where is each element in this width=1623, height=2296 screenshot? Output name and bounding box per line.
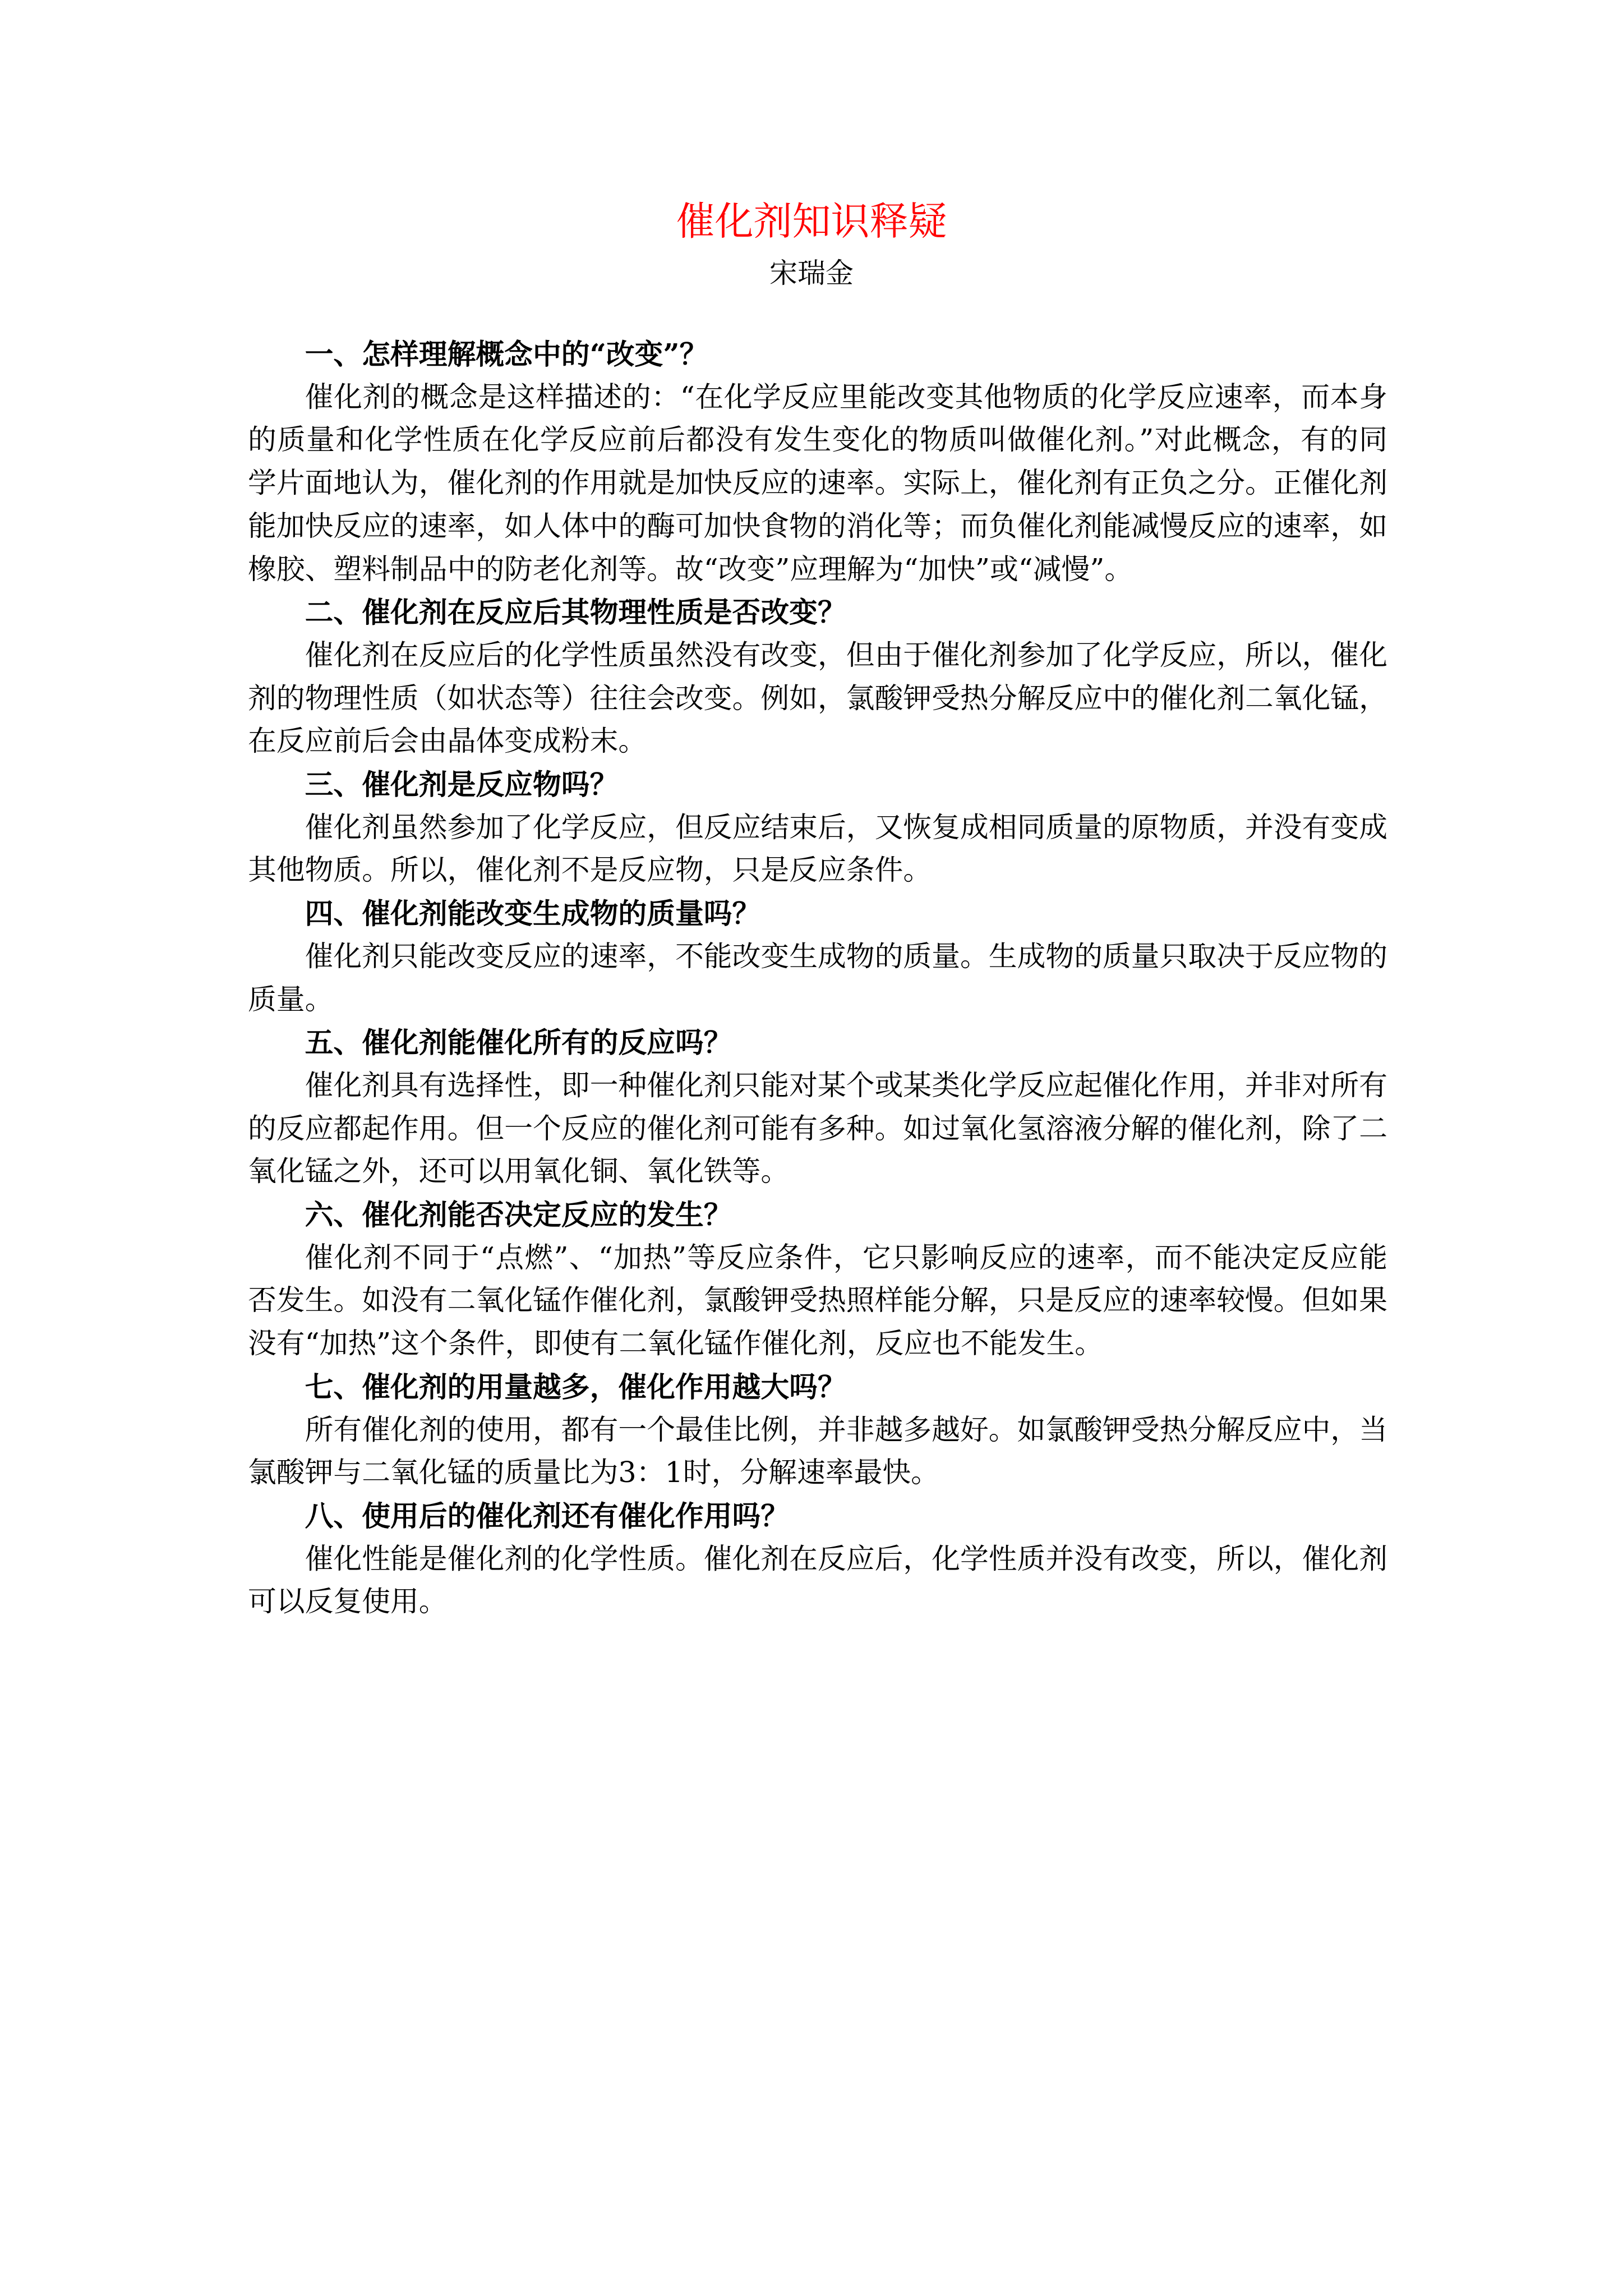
document-author: 宋瑞金 bbox=[769, 257, 854, 289]
section-7 bbox=[248, 1365, 1387, 1494]
section-paragraph: 催化剂的概念是这样描述的：“在化学反应里能改变其他物质的化学反应速率，而本身的质量和化学性质在化学反应前后都没有发生变化的物质叫做催化剂。”对此概念，有的同学片面地认为，催化剂的作用就是加快反应的速率。实际上，催化剂有正负之分。正催化剂能加快反应的速率，如人体中的酶可加快食物的消化等；而负催化剂能减慢反应的速率，如橡胶、塑料制品中的防老化剂等。故“改变”应理解为“加快”或“减慢”。 bbox=[248, 380, 1387, 586]
section-heading: 八、使用后的催化剂还有催化作用吗？ bbox=[305, 1498, 790, 1533]
document-title: 催化剂知识释疑 bbox=[676, 199, 947, 244]
section-paragraph: 催化性能是催化剂的化学性质。催化剂在反应后，化学性质并没有改变，所以，催化剂可以反复使用。 bbox=[248, 1542, 1387, 1618]
article-body bbox=[248, 333, 1387, 1623]
section-heading: 四、催化剂能改变生成物的质量吗？ bbox=[305, 896, 761, 931]
section-5 bbox=[248, 1021, 1387, 1193]
section-heading: 七、催化剂的用量越多，催化作用越大吗？ bbox=[305, 1369, 846, 1404]
section-paragraph: 催化剂虽然参加了化学反应，但反应结束后，又恢复成相同质量的原物质，并没有变成其他物质。所以，催化剂不是反应物，只是反应条件。 bbox=[248, 810, 1387, 887]
section-4 bbox=[248, 892, 1387, 1021]
section-paragraph: 所有催化剂的使用，都有一个最佳比例，并非越多越好。如氯酸钾受热分解反应中，当氯酸钾与二氧化锰的质量比为3：1时，分解速率最快。 bbox=[248, 1412, 1387, 1489]
section-paragraph: 催化剂具有选择性，即一种催化剂只能对某个或某类化学反应起催化作用，并非对所有的反应都起作用。但一个反应的催化剂可能有多种。如过氧化氢溶液分解的催化剂，除了二氧化锰之外，还可以用氧化铜、氧化铁等。 bbox=[248, 1068, 1387, 1188]
section-2 bbox=[248, 591, 1387, 763]
section-heading: 六、催化剂能否决定反应的发生？ bbox=[305, 1198, 732, 1232]
section-paragraph: 催化剂只能改变反应的速率，不能改变生成物的质量。生成物的质量只取决于反应物的质量。 bbox=[248, 939, 1387, 1016]
section-1 bbox=[248, 333, 1387, 591]
section-heading: 一、怎样理解概念中的“改变”？ bbox=[305, 337, 708, 371]
section-paragraph: 催化剂在反应后的化学性质虽然没有改变，但由于催化剂参加了化学反应，所以，催化剂的物理性质（如状态等）往往会改变。例如，氯酸钾受热分解反应中的催化剂二氧化锰，在反应前后会由晶体变成粉末。 bbox=[248, 638, 1387, 758]
section-heading: 五、催化剂能催化所有的反应吗？ bbox=[305, 1025, 732, 1060]
section-heading: 二、催化剂在反应后其物理性质是否改变？ bbox=[305, 595, 846, 629]
section-paragraph: 催化剂不同于“点燃”、“加热”等反应条件，它只影响反应的速率，而不能决定反应能否发生。如没有二氧化锰作催化剂，氯酸钾受热照样能分解，只是反应的速率较慢。但如果没有“加热”这个条件，即使有二氧化锰作催化剂，反应也不能发生。 bbox=[248, 1240, 1387, 1360]
section-heading: 三、催化剂是反应物吗？ bbox=[305, 767, 619, 802]
section-6 bbox=[248, 1193, 1387, 1365]
section-3 bbox=[248, 763, 1387, 892]
section-8 bbox=[248, 1494, 1387, 1623]
